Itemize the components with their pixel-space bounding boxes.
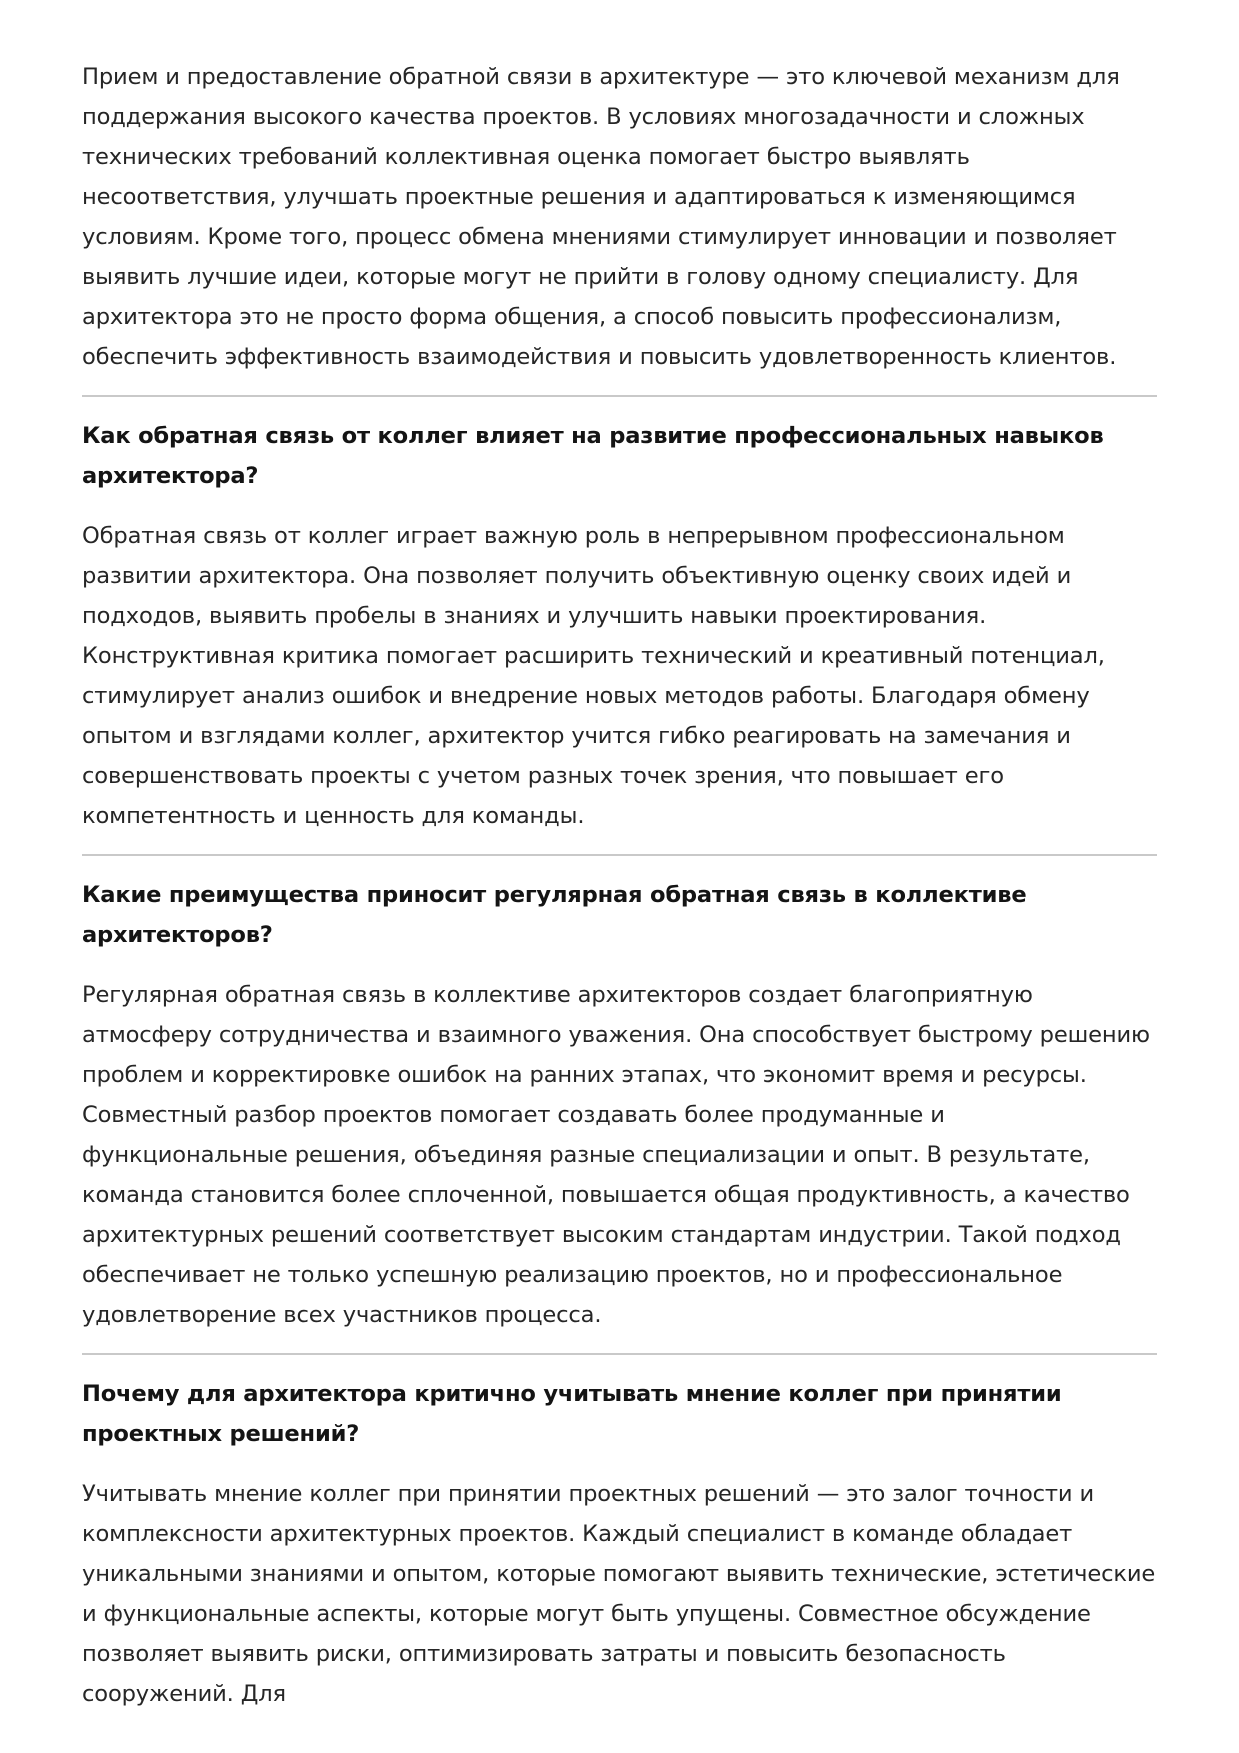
faq-section-2 <box>82 875 1157 1335</box>
faq-question-1: Как обратная связь от коллег влияет на развитие профессиональных навыков архитектора? <box>82 423 1104 489</box>
faq-section-3 <box>82 1374 1157 1714</box>
section-divider <box>82 1353 1157 1355</box>
section-divider <box>82 395 1157 397</box>
faq-answer-2: Регулярная обратная связь в коллективе архитекторов создает благоприятную атмосферу сотрудничества и взаимного уважения. Она способствует быстрому решению проблем и корректировке ошибок на ранних этапах, что экономит время и ресурсы. Совместный разбор проектов помогает создавать более продуманные и функциональные решения, объединяя разные специализации и опыт. В результате, команда становится более сплоченной, повышается общая продуктивность, а качество архитектурных решений соответствует высоким стандартам индустрии. Такой подход обеспечивает не только успешную реализацию проектов, но и профессиональное удовлетворение всех участников процесса. <box>82 982 1150 1328</box>
faq-section-1 <box>82 416 1157 836</box>
faq-question-3: Почему для архитектора критично учитывать мнение коллег при принятии проектных решений? <box>82 1381 1062 1447</box>
faq-answer-1: Обратная связь от коллег играет важную роль в непрерывном профессиональном развитии архитектора. Она позволяет получить объективную оценку своих идей и подходов, выявить пробелы в знаниях и улучшить навыки проектирования. Конструктивная критика помогает расширить технический и креативный потенциал, стимулирует анализ ошибок и внедрение новых методов работы. Благодаря обмену опытом и взглядами коллег, архитектор учится гибко реагировать на замечания и совершенствовать проекты с учетом разных точек зрения, что повышает его компетентность и ценность для команды. <box>82 523 1105 829</box>
faq-question-2: Какие преимущества приносит регулярная обратная связь в коллективе архитекторов? <box>82 882 1027 948</box>
faq-answer-3: Учитывать мнение коллег при принятии проектных решений — это залог точности и комплексности архитектурных проектов. Каждый специалист в команде обладает уникальными знаниями и опытом, которые помогают выявить технические, эстетические и функциональные аспекты, которые могут быть упущены. Совместное обсуждение позволяет выявить риски, оптимизировать затраты и повысить безопасность сооружений. Для <box>82 1481 1156 1707</box>
section-divider <box>82 854 1157 856</box>
intro-paragraph: Прием и предоставление обратной связи в архитектуре — это ключевой механизм для поддержания высокого качества проектов. В условиях многозадачности и сложных технических требований коллективная оценка помогает быстро выявлять несоответствия, улучшать проектные решения и адаптироваться к изменяющимся условиям. Кроме того, процесс обмена мнениями стимулирует инновации и позволяет выявить лучшие идеи, которые могут не прийти в голову одному специалисту. Для архитектора это не просто форма общения, а способ повысить профессионализм, обеспечить эффективность взаимодействия и повысить удовлетворенность клиентов. <box>82 64 1120 370</box>
